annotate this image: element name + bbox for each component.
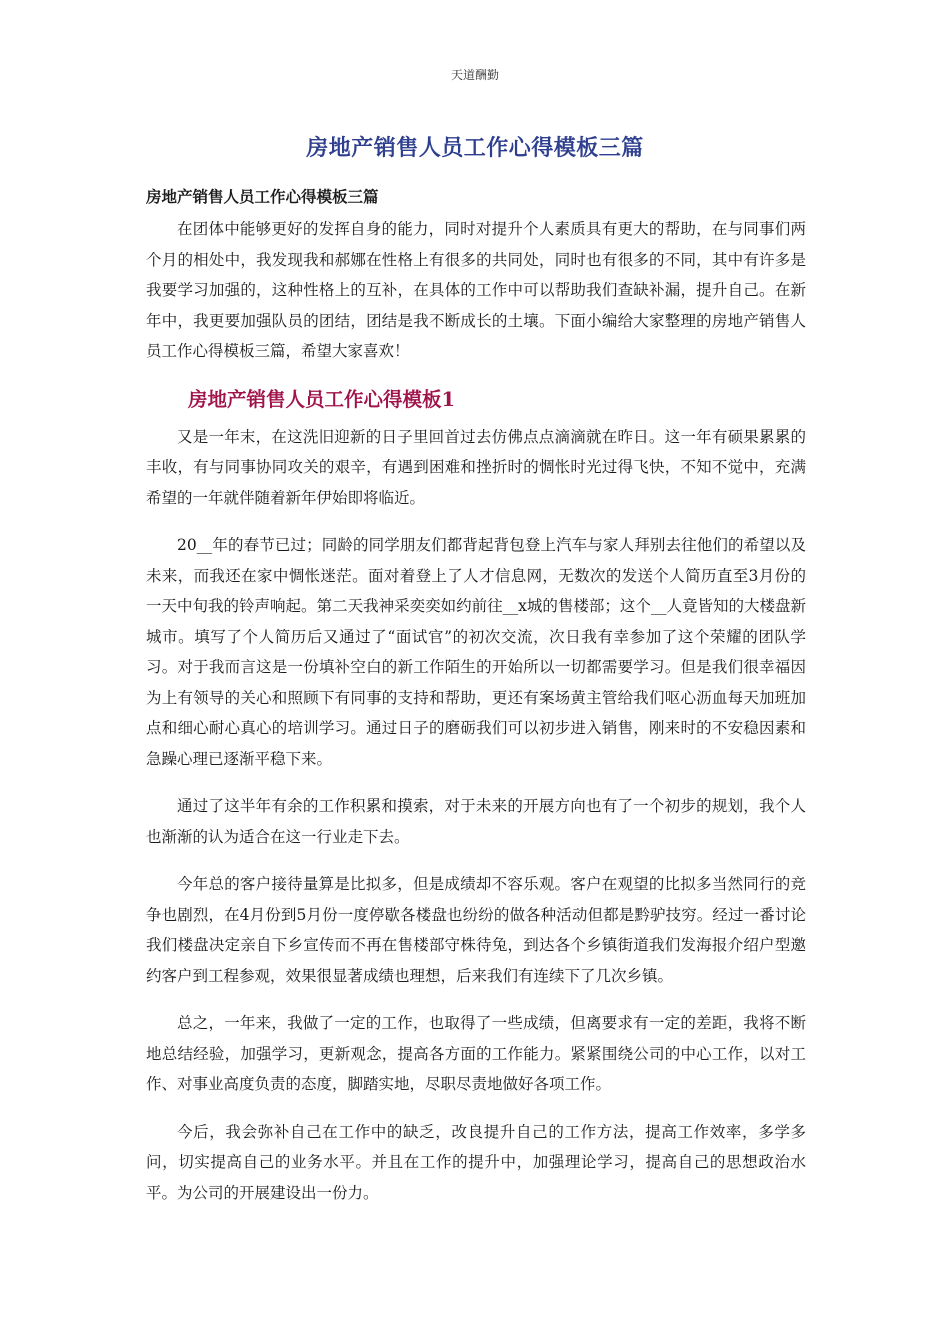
section1-paragraph-2: 20__年的春节已过；同龄的同学朋友们都背起背包登上汽车与家人拜别去往他们的希望以及未来，而我还在家中惆怅迷茫。面对着登上了人才信息网，无数次的发送个人简历直至3月份的一天中旬我的铃声响起。第二天我神采奕奕如约前往__x城的售楼部；这个__人竟皆知的大楼盘新城市。填写了个人简历后又通过了“面试官”的初次交流，次日我有幸参加了这个荣耀的团队学习。对于我而言这是一份填补空白的新工作陌生的开始所以一切都需要学习。但是我们很幸福因为上有领导的关心和照顾下有同事的支持和帮助，更还有案场黄主管给我们呕心沥血每天加班加点和细心耐心真心的培训学习。通过日子的磨砺我们可以初步进入销售，刚来时的不安稳因素和急躁心理已逐渐平稳下来。 xyxy=(146,536,806,768)
section1-paragraph-4: 今年总的客户接待量算是比拟多，但是成绩却不容乐观。客户在观望的比拟多当然同行的竞争也剧烈，在4月份到5月份一度停歇各楼盘也纷纷的做各种活动但都是黔驴技穷。经过一番讨论我们楼盘决定亲自下乡宣传而不再在售楼部守株待兔，到达各个乡镇街道我们发海报介绍户型邀约客户到工程参观，效果很显著成绩也理想，后来我们有连续下了几次乡镇。 xyxy=(146,875,806,985)
document-body xyxy=(146,184,806,1208)
page-header-motto: 天道酬勤 xyxy=(450,68,499,82)
section1-paragraph-5: 总之，一年来，我做了一定的工作，也取得了一些成绩，但离要求有一定的差距，我将不断地总结经验，加强学习，更新观念，提高各方面的工作能力。紧紧围绕公司的中心工作，以对工作、对事业高度负责的态度，脚踏实地，尽职尽责地做好各项工作。 xyxy=(146,1014,806,1093)
section1-paragraph-3: 通过了这半年有余的工作积累和摸索，对于未来的开展方向也有了一个初步的规划，我个人也渐渐的认为适合在这一行业走下去。 xyxy=(146,797,806,846)
document-subtitle: 房地产销售人员工作心得模板三篇 xyxy=(146,187,379,206)
section1-paragraph-6: 今后，我会弥补自己在工作中的缺乏，改良提升自己的工作方法，提高工作效率，多学多问，切实提高自己的业务水平。并且在工作的提升中，加强理论学习，提高自己的思想政治水平。为公司的开展建设出一份力。 xyxy=(146,1122,806,1202)
document-title: 房地产销售人员工作心得模板三篇 xyxy=(306,135,644,161)
section-heading-1: 房地产销售人员工作心得模板1 xyxy=(188,387,456,411)
section1-paragraph-1: 又是一年末，在这洗旧迎新的日子里回首过去仿佛点点滴滴就在昨日。这一年有硕果累累的丰收，有与同事协同攻关的艰辛，有遇到困难和挫折时的惆怅时光过得飞快，不知不觉中，充满希望的一年就伴随着新年伊始即将临近。 xyxy=(146,427,806,507)
intro-paragraph: 在团体中能够更好的发挥自身的能力，同时对提升个人素质具有更大的帮助，在与同事们两个月的相处中，我发现我和郝娜在性格上有很多的共同处，同时也有很多的不同，其中有许多是我要学习加强的，这种性格上的互补，在具体的工作中可以帮助我们查缺补漏，提升自己。在新年中，我更要加强队员的团结，团结是我不断成长的土壤。下面小编给大家整理的房地产销售人员工作心得模板三篇，希望大家喜欢！ xyxy=(146,220,806,360)
